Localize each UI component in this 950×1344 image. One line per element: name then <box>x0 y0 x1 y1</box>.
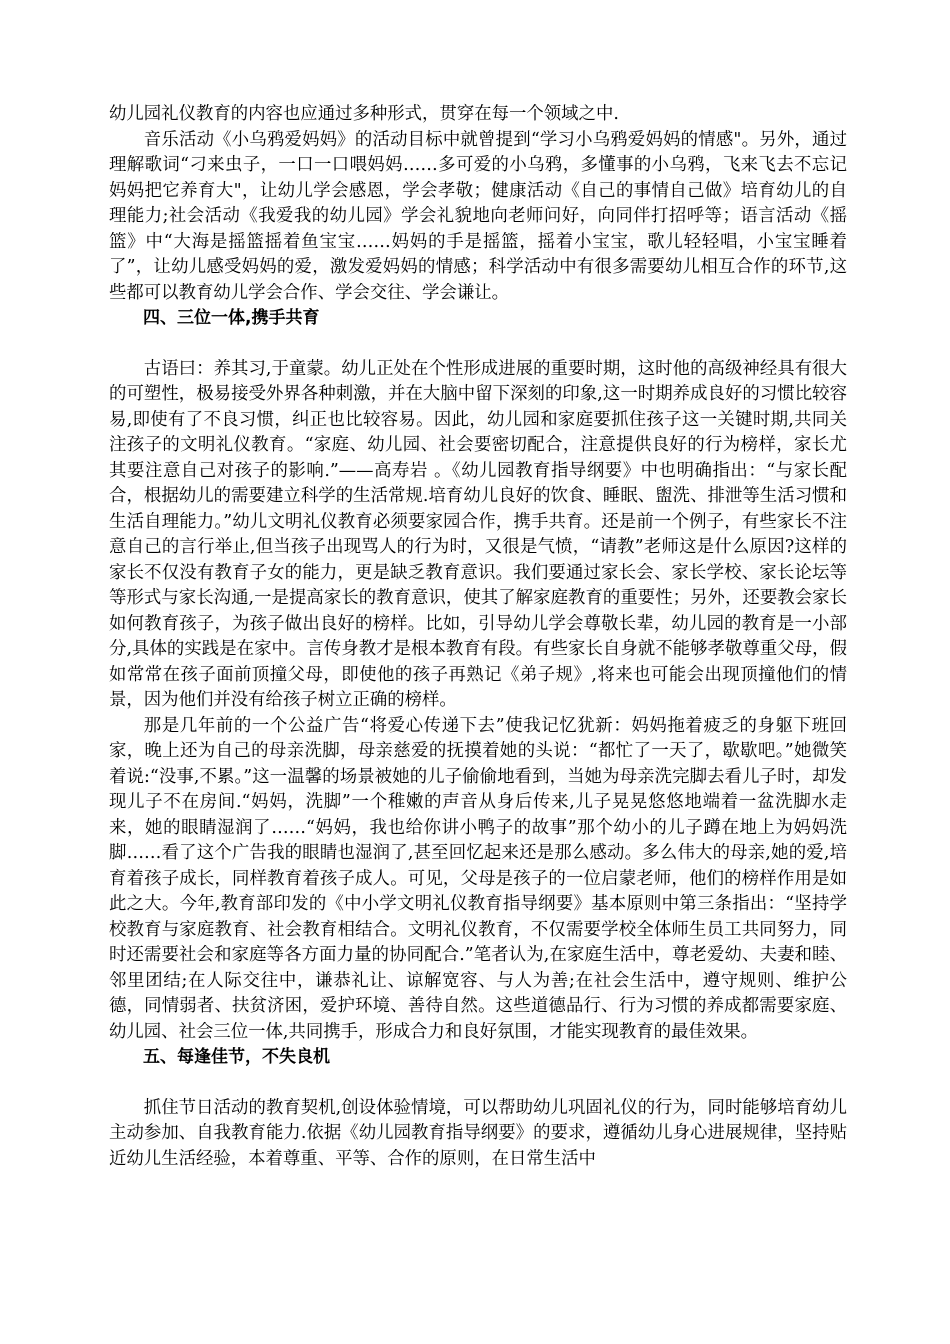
paragraph-home-school: 古语曰：养其习,于童蒙。幼儿正处在个性形成进展的重要时期，这时他的高级神经具有很大的可塑性，极易接受外界各种刺激，并在大脑中留下深刻的印象,这一时期养成良好的习惯比较容易,即使有了不良习惯，纠正也比较容易。因此，幼儿园和家庭要抓住孩子这一关键时期,共同关注孩子的文明礼仪教育。“家庭、幼儿园、社会要密切配合，注意提供良好的行为榜样，家长尤其要注意自己对孩子的影响.”——高寿岩 。《幼儿园教育指导纲要》中也明确指出：“与家长配合，根据幼儿的需要建立科学的生活常规.培育幼儿良好的饮食、睡眠、盥洗、排泄等生活习惯和生活自理能力。”幼儿文明礼仪教育必须要家园合作，携手共育。还是前一个例子，有些家长不注意自己的言行举止,但当孩子出现骂人的行为时，又很是气愤，“请教”老师这是什么原因?这样的家长不仅没有教育子女的能力，更是缺乏教育意识。我们要通过家长会、家长学校、家长论坛等等形式与家长沟通,一是提高家长的教育意识，使其了解家庭教育的重要性；另外，还要教会家长如何教育孩子，为孩子做出良好的榜样。比如，引导幼儿学会尊敬长辈，幼儿园的教育是一小部分,具体的实践是在家中。言传身教才是根本教育有段。有些家长自身就不能够孝敬尊重父母，假如常常在孩子面前顶撞父母，即使他的孩子再熟记《弟子规》,将来也可能会出现顶撞他们的情景，因为他们并没有给孩子树立正确的榜样。 <box>109 358 847 710</box>
paragraph-intro: 幼儿园礼仪教育的内容也应通过多种形式，贯穿在每一个领域之中. <box>109 104 619 124</box>
section-heading-five: 五、每逢佳节，不失良机 <box>143 1047 330 1067</box>
section-heading-four: 四、三位一体,携手共育 <box>143 308 320 328</box>
paragraph-music-activity: 音乐活动《小乌鸦爱妈妈》的活动目标中就曾提到“学习小乌鸦爱妈妈的情感"。另外，通过理解歌词“刁来虫子，一口一口喂妈妈……多可爱的小乌鸦，多懂事的小乌鸦，飞来飞去不忘记妈妈把它养育大"，让幼儿学会感恩，学会孝敬；健康活动《自己的事情自己做》培育幼儿的自理能力;社会活动《我爱我的幼儿园》学会礼貌地向老师问好，向同伴打招呼等；语言活动《摇篮》中“大海是摇篮摇着鱼宝宝……妈妈的手是摇篮，摇着小宝宝，歌儿轻轻唱，小宝宝睡着了”，让幼儿感受妈妈的爱，激发爱妈妈的情感；科学活动中有很多需要幼儿相互合作的环节,这些都可以教育幼儿学会合作、学会交往、学会谦让。 <box>109 129 847 303</box>
paragraph-festival: 抓住节日活动的教育契机,创设体验情境，可以帮助幼儿巩固礼仪的行为，同时能够培育幼儿主动参加、自我教育能力.依据《幼儿园教育指导纲要》的要求，遵循幼儿身心进展规律，坚持贴近幼儿生活经验，本着尊重、平等、合作的原则，在日常生活中 <box>109 1097 847 1169</box>
document-body <box>109 102 847 1172</box>
paragraph-public-ad: 那是几年前的一个公益广告“将爱心传递下去”使我记忆犹新：妈妈拖着疲乏的身躯下班回家，晚上还为自己的母亲洗脚，母亲慈爱的抚摸着她的头说：“都忙了一天了，歇歇吧。”她微笑着说:“没事,不累。”这一温馨的场景被她的儿子偷偷地看到，当她为母亲洗完脚去看儿子时，却发现儿子不在房间.“妈妈，洗脚”一个稚嫩的声音从身后传来,儿子晃晃悠悠地端着一盆洗脚水走来，她的眼睛湿润了……“妈妈，我也给你讲小鸭子的故事”那个幼小的儿子蹲在地上为妈妈洗脚……看了这个广告我的眼睛也湿润了,甚至回忆起来还是那么感动。多么伟大的母亲,她的爱,培育着孩子成长，同样教育着孩子成人。可见，父母是孩子的一位启蒙老师，他们的榜样作用是如此之大。今年,教育部印发的《中小学文明礼仪教育指导纲要》基本原则中第三条指出：“坚持学校教育与家庭教育、社会教育相结合。文明礼仪教育，不仅需要学校全体师生员工共同努力，同时还需要社会和家庭等各方面力量的协同配合.”笔者认为,在家庭生活中，尊老爱幼、夫妻和睦、邻里团结;在人际交往中，谦恭礼让、谅解宽容、与人为善;在社会生活中，遵守规则、维护公德，同情弱者、扶贫济困，爱护环境、善待自然。这些道德品行、行为习惯的养成都需要家庭、幼儿园、社会三位一体,共同携手，形成合力和良好氛围，才能实现教育的最佳效果。 <box>109 715 847 1042</box>
